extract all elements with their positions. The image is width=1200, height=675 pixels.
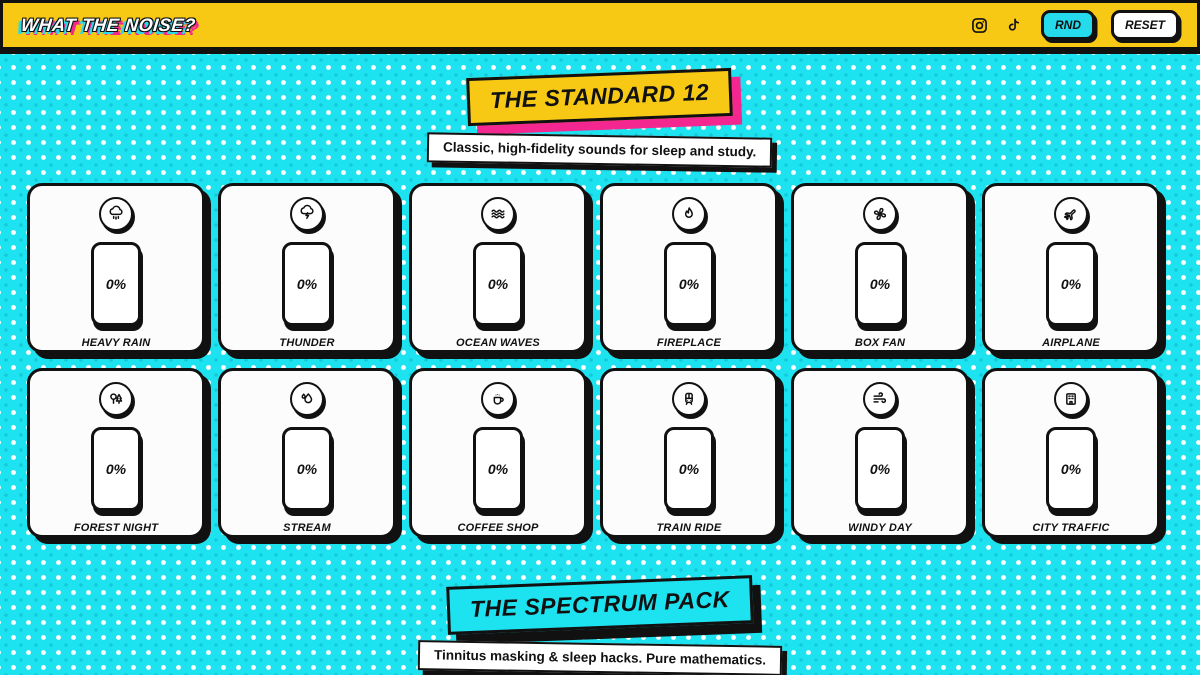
sound-card: [600, 183, 778, 353]
volume-slider[interactable]: [1046, 242, 1096, 326]
volume-slider[interactable]: [91, 242, 141, 326]
sound-label: STREAM: [283, 522, 331, 534]
sound-card: [218, 368, 396, 538]
coffee-cup-icon: [481, 382, 515, 416]
app-header: [0, 0, 1200, 54]
sound-label: HEAVY RAIN: [81, 337, 151, 349]
trees-icon: [99, 382, 133, 416]
droplets-icon: [290, 382, 324, 416]
sound-label: TRAIN RIDE: [656, 522, 722, 534]
volume-slider[interactable]: [855, 427, 905, 511]
volume-value: 0%: [678, 461, 700, 477]
volume-slider[interactable]: [855, 242, 905, 326]
sound-label: FIREPLACE: [656, 337, 722, 349]
sound-card: [218, 183, 396, 353]
volume-slider[interactable]: [473, 427, 523, 511]
sound-card: [982, 368, 1160, 538]
building-icon: [1054, 382, 1088, 416]
volume-slider[interactable]: [473, 242, 523, 326]
sound-label: WINDY DAY: [848, 522, 912, 534]
standard-12-grid: [27, 183, 1160, 538]
section-spectrum-header: [0, 581, 1200, 673]
wind-icon: [863, 382, 897, 416]
sound-label: OCEAN WAVES: [456, 337, 540, 349]
volume-value: 0%: [296, 276, 318, 292]
section-title-standard-12: THE STANDARD 12: [467, 68, 734, 126]
volume-value: 0%: [1060, 276, 1082, 292]
cloud-lightning-icon: [290, 197, 324, 231]
sound-label: BOX FAN: [854, 337, 906, 349]
section-subtitle-standard-12: Classic, high-fidelity sounds for sleep and study.: [427, 132, 773, 167]
train-icon: [672, 382, 706, 416]
instagram-icon[interactable]: [969, 14, 991, 36]
sound-label: AIRPLANE: [1042, 337, 1100, 349]
tiktok-icon[interactable]: [1003, 14, 1025, 36]
flame-icon: [672, 197, 706, 231]
sound-card: [600, 368, 778, 538]
volume-value: 0%: [487, 276, 509, 292]
volume-slider[interactable]: [664, 242, 714, 326]
volume-value: 0%: [296, 461, 318, 477]
volume-value: 0%: [105, 461, 127, 477]
fan-icon: [863, 197, 897, 231]
section-subtitle-spectrum-pack: Tinnitus masking & sleep hacks. Pure mathematics.: [418, 640, 783, 675]
sound-card: [409, 368, 587, 538]
sound-label: FOREST NIGHT: [73, 522, 159, 534]
volume-slider[interactable]: [282, 242, 332, 326]
header-actions: [969, 10, 1179, 40]
sound-card: [791, 368, 969, 538]
sound-label: CITY TRAFFIC: [1032, 522, 1110, 534]
volume-value: 0%: [487, 461, 509, 477]
sound-card: [409, 183, 587, 353]
waves-icon: [481, 197, 515, 231]
section-standard-header: [0, 73, 1200, 165]
volume-slider[interactable]: [1046, 427, 1096, 511]
sound-label: COFFEE SHOP: [457, 522, 539, 534]
sound-card: [791, 183, 969, 353]
sound-card: [27, 368, 205, 538]
airplane-icon: [1054, 197, 1088, 231]
volume-slider[interactable]: [282, 427, 332, 511]
section-title-spectrum-pack: THE SPECTRUM PACK: [446, 575, 753, 635]
volume-value: 0%: [105, 276, 127, 292]
cloud-rain-icon: [99, 197, 133, 231]
randomize-button[interactable]: RND: [1041, 10, 1095, 40]
volume-slider[interactable]: [664, 427, 714, 511]
app-logo: WHAT THE NOISE?: [20, 14, 197, 35]
sound-card: [27, 183, 205, 353]
soundboard-main: [0, 54, 1200, 675]
reset-button[interactable]: RESET: [1111, 10, 1179, 40]
volume-slider[interactable]: [91, 427, 141, 511]
sound-card: [982, 183, 1160, 353]
volume-value: 0%: [869, 276, 891, 292]
volume-value: 0%: [678, 276, 700, 292]
sound-label: THUNDER: [279, 337, 335, 349]
volume-value: 0%: [869, 461, 891, 477]
volume-value: 0%: [1060, 461, 1082, 477]
